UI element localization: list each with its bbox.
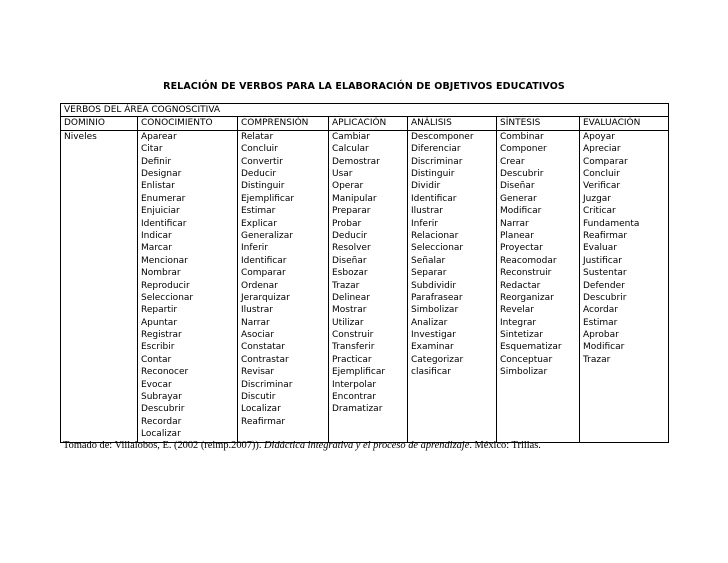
list-item: Integrar [500, 317, 537, 328]
list-item: Constatar [241, 342, 285, 353]
list-item: Reproducir [141, 280, 190, 291]
list-item: Aprobar [583, 330, 619, 341]
header-comprension: COMPRENSIÓN [238, 117, 329, 130]
list-item: Identificar [411, 193, 457, 204]
list-item: Ilustrar [241, 305, 273, 316]
list-item: Narrar [500, 218, 529, 229]
list-item: Señalar [411, 255, 446, 266]
list-item: Apuntar [141, 317, 178, 328]
list-item: Mencionar [141, 255, 188, 266]
list-item: Jerarquizar [241, 292, 290, 303]
list-item: Interpolar [332, 379, 377, 390]
list-item: Distinguir [411, 168, 455, 179]
list-item: Demostrar [332, 156, 380, 167]
list-item: Asociar [241, 330, 275, 341]
list-item: Explicar [241, 218, 277, 229]
list-item: Ejemplificar [332, 367, 386, 378]
list-item: Repartir [141, 305, 178, 316]
source-citation [63, 440, 541, 451]
column-evaluacion [580, 130, 669, 442]
list-item: Examinar [411, 342, 454, 353]
column-sintesis [497, 130, 580, 442]
list-item: Defender [583, 280, 625, 291]
list-item: Deducir [332, 230, 368, 241]
list-item: Descubrir [583, 292, 627, 303]
list-item: Transferir [332, 342, 375, 353]
list-item: Descubrir [500, 168, 544, 179]
list-item: Esbozar [332, 268, 368, 279]
list-item: Parafrasear [411, 292, 463, 303]
list-item: Justificar [583, 255, 622, 266]
list-item: Indicar [141, 230, 172, 241]
list-item: Trazar [332, 280, 360, 291]
list-item: Crear [500, 156, 525, 167]
header-aplicacion: APLICACIÓN [329, 117, 408, 130]
list-item: Resolver [332, 243, 371, 254]
list-item: Relacionar [411, 230, 459, 241]
list-item: Definir [141, 156, 172, 167]
list-item: Sintetizar [500, 330, 543, 341]
list-item: Calcular [332, 144, 369, 155]
list-item: Enlistar [141, 181, 175, 192]
source-suffix: . México: Trillas. [469, 440, 541, 451]
list-item: Registrar [141, 330, 182, 341]
list-item: Evocar [141, 379, 172, 390]
list-item: Citar [141, 144, 163, 155]
list-item: Designar [141, 168, 182, 179]
list-item: Relatar [241, 131, 274, 142]
list-item: Descubrir [141, 404, 185, 415]
list-item: Comparar [583, 156, 628, 167]
list-item: Cambiar [332, 131, 370, 142]
list-item: Operar [332, 181, 364, 192]
list-item: Localizar [141, 429, 181, 440]
list-item: Recordar [141, 416, 182, 427]
column-aplicacion [329, 130, 408, 442]
list-item: Deducir [241, 168, 277, 179]
list-item: Dramatizar [332, 404, 383, 415]
list-item: Proyectar [500, 243, 543, 254]
column-analisis [408, 130, 497, 442]
list-item: Distinguir [241, 181, 285, 192]
list-item: Ilustrar [411, 206, 443, 217]
header-dominio: DOMINIO [61, 117, 138, 130]
document-title: RELACIÓN DE VERBOS PARA LA ELABORACIÓN DE OBJETIVOS EDUCATIVOS [163, 81, 565, 92]
list-item: Contrastar [241, 354, 289, 365]
list-item: Localizar [241, 404, 281, 415]
table-row [61, 130, 669, 442]
list-item: Reafirmar [583, 230, 628, 241]
list-item: Trazar [583, 354, 611, 365]
list-item: Concluir [241, 144, 278, 155]
list-item: Esquematizar [500, 342, 562, 353]
list-item: Conceptuar [500, 354, 553, 365]
list-item: Dividir [411, 181, 441, 192]
list-item: Sustentar [583, 268, 627, 279]
list-item: Identificar [141, 218, 187, 229]
list-item: Separar [411, 268, 447, 279]
list-item: Diseñar [332, 255, 367, 266]
list-item: Mostrar [332, 305, 367, 316]
header-analisis: ANÁLISIS [408, 117, 497, 130]
list-item: Marcar [141, 243, 172, 254]
list-item: Criticar [583, 206, 616, 217]
list-item: Modificar [583, 342, 625, 353]
list-item: Combinar [500, 131, 544, 142]
source-prefix: Tomado de: Villalobos, E. (2002 (reimp.2007)). [63, 440, 265, 451]
list-item: Convertir [241, 156, 283, 167]
list-item: Evaluar [583, 243, 617, 254]
list-item: Escribir [141, 342, 175, 353]
column-conocimiento [138, 130, 238, 442]
list-item: Simbolizar [500, 367, 548, 378]
list-item: Planear [500, 230, 534, 241]
list-item: Simbolizar [411, 305, 459, 316]
list-item: Generar [500, 193, 537, 204]
list-item: Manipular [332, 193, 377, 204]
list-item: Acordar [583, 305, 618, 316]
verbs-table [60, 103, 669, 443]
list-item: Diferenciar [411, 144, 461, 155]
list-item: Narrar [241, 317, 270, 328]
list-item: Utilizar [332, 317, 364, 328]
list-item: Categorizar [411, 354, 464, 365]
list-item: Analizar [411, 317, 448, 328]
list-item: Enjuiciar [141, 206, 180, 217]
row-label: Niveles [61, 130, 138, 442]
list-item: Fundamenta [583, 218, 640, 229]
list-item: Componer [500, 144, 547, 155]
list-item: Comparar [241, 268, 286, 279]
list-item: Probar [332, 218, 362, 229]
list-item: Encontrar [332, 392, 376, 403]
list-item: Ejemplificar [241, 193, 295, 204]
list-item: Construir [332, 330, 374, 341]
list-item: Reconstruir [500, 268, 552, 279]
list-item: Revisar [241, 367, 275, 378]
list-item: Subrayar [141, 392, 182, 403]
list-item: Nombrar [141, 268, 181, 279]
list-item: Aparear [141, 131, 177, 142]
list-item: Seleccionar [411, 243, 464, 254]
list-item: Ordenar [241, 280, 278, 291]
list-item: Descomponer [411, 131, 474, 142]
list-item: Discriminar [241, 379, 293, 390]
list-item: Reacomodar [500, 255, 557, 266]
header-conocimiento: CONOCIMIENTO [138, 117, 238, 130]
list-item: Identificar [241, 255, 287, 266]
list-item: Investigar [411, 330, 456, 341]
list-item: Enumerar [141, 193, 186, 204]
list-item: Inferir [411, 218, 438, 229]
list-item: Modificar [500, 206, 542, 217]
source-title: Didáctica integrativa y el proceso de aprendizaje [264, 440, 470, 451]
list-item: Practicar [332, 354, 372, 365]
header-evaluacion: EVALUACIÓN [580, 117, 669, 130]
list-item: Apreciar [583, 144, 621, 155]
list-item: Diseñar [500, 181, 535, 192]
list-item: Contar [141, 354, 172, 365]
list-item: Redactar [500, 280, 541, 291]
list-item: Discriminar [411, 156, 463, 167]
area-label: VERBOS DEL ÁREA COGNOSCITIVA [61, 104, 669, 117]
list-item: Reorganizar [500, 292, 554, 303]
list-item: Subdividir [411, 280, 457, 291]
list-item: Apoyar [583, 131, 615, 142]
list-item: Revelar [500, 305, 534, 316]
list-item: Generalizar [241, 230, 293, 241]
list-item: Reconocer [141, 367, 189, 378]
list-item: Concluir [583, 168, 620, 179]
list-item: Delinear [332, 292, 370, 303]
list-item: Juzgar [583, 193, 612, 204]
header-row [61, 117, 669, 130]
list-item: Discutir [241, 392, 276, 403]
list-item: Preparar [332, 206, 371, 217]
list-item: Estimar [583, 317, 618, 328]
list-item: Reafirmar [241, 416, 286, 427]
column-comprension [238, 130, 329, 442]
list-item: Verificar [583, 181, 621, 192]
list-item: clasificar [411, 367, 451, 378]
list-item: Inferir [241, 243, 268, 254]
list-item: Usar [332, 168, 353, 179]
list-item: Seleccionar [141, 292, 194, 303]
header-sintesis: SÍNTESIS [497, 117, 580, 130]
list-item: Estimar [241, 206, 276, 217]
